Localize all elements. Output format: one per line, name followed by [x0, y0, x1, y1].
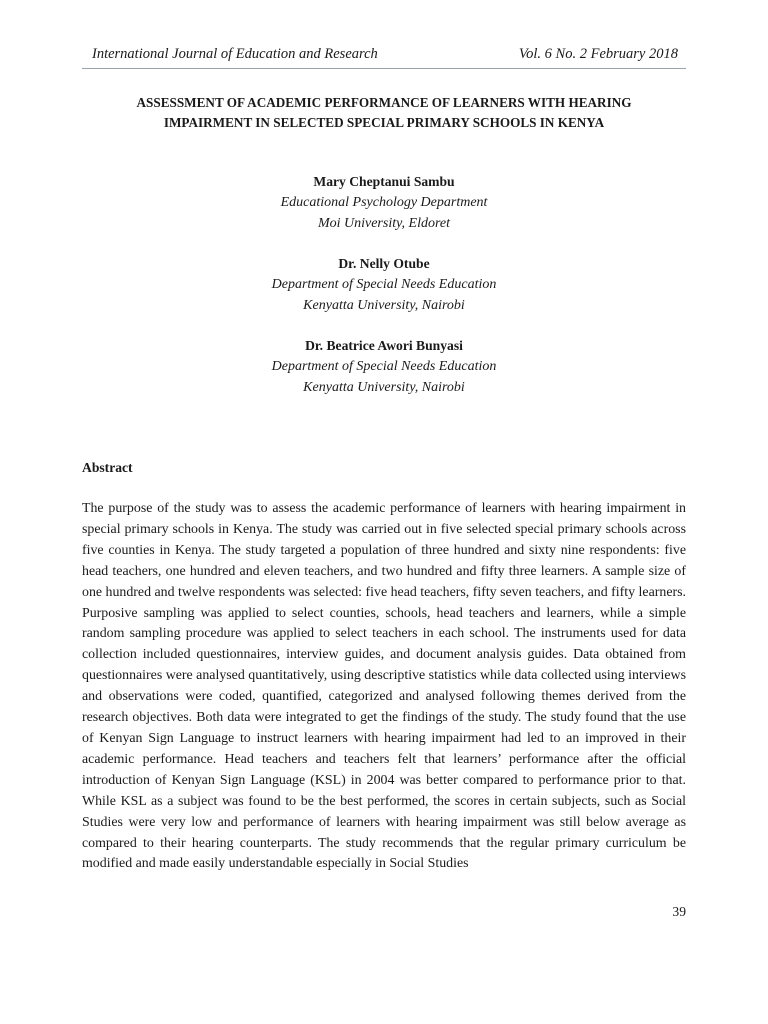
author-block — [82, 336, 686, 398]
author-block — [82, 254, 686, 316]
volume-info: Vol. 6 No. 2 February 2018 — [518, 46, 678, 62]
author-department: Department of Special Needs Education — [271, 359, 497, 374]
author-institution: Moi University, Eldoret — [317, 216, 451, 231]
running-header — [82, 44, 686, 69]
abstract-heading: Abstract — [82, 460, 133, 475]
author-department: Department of Special Needs Education — [271, 277, 497, 292]
author-name: Dr. Beatrice Awori Bunyasi — [305, 338, 463, 353]
paper-title-line-1: ASSESSMENT OF ACADEMIC PERFORMANCE OF LEARNERS WITH HEARING — [136, 95, 632, 110]
page-number: 39 — [672, 904, 686, 919]
author-department: Educational Psychology Department — [280, 195, 488, 210]
paper-title — [82, 93, 686, 133]
journal-name: International Journal of Education and Research — [92, 46, 378, 62]
author-institution: Kenyatta University, Nairobi — [303, 380, 465, 395]
author-list — [82, 172, 686, 418]
author-name: Dr. Nelly Otube — [338, 256, 430, 271]
author-block — [82, 172, 686, 234]
paper-title-line-2: IMPAIRMENT IN SELECTED SPECIAL PRIMARY SCHOOLS IN KENYA — [163, 115, 605, 130]
abstract-body: The purpose of the study was to assess the academic performance of learners with hearing impairment in special primary schools in Kenya. The study was carried out in five selected special primary schools across five counties in Kenya. The study targeted a population of three hundred and sixty nine respondents: five head teachers, one hundred and eleven teachers, and two hundred and fifty three learners. A sample size of one hundred and twelve respondents was selected: five head teachers, fifty seven teachers, and fifty learners. Purposive sampling was applied to select counties, schools, head teachers and learners, while a simple random sampling procedure was applied to select teachers in each school. The instruments used for data collection included questionnaires, interview guides, and document analysis guides. Data obtained from questionnaires were analysed quantitatively, using descriptive statistics while data collected using interviews and observations were coded, quantified, categorized and analysed following themes derived from the research objectives. Both data were integrated to get the findings of the study. The study found that the use of Kenyan Sign Language to instruct learners with hearing impairment had led to an improved in their academic performance. Head teachers and teachers felt that learners’ performance after the official introduction of Kenyan Sign Language (KSL) in 2004 was better compared to performance prior to that. While KSL as a subject was found to be the best performed, the scores in certain subjects, such as Social Studies were very low and performance of learners with hearing impairment was still below average as compared to their hearing counterparts. The study recommends that the regular primary curriculum be modified and made easily understandable especially in Social Studies — [82, 501, 686, 872]
author-institution: Kenyatta University, Nairobi — [303, 298, 465, 313]
author-name: Mary Cheptanui Sambu — [313, 174, 455, 189]
